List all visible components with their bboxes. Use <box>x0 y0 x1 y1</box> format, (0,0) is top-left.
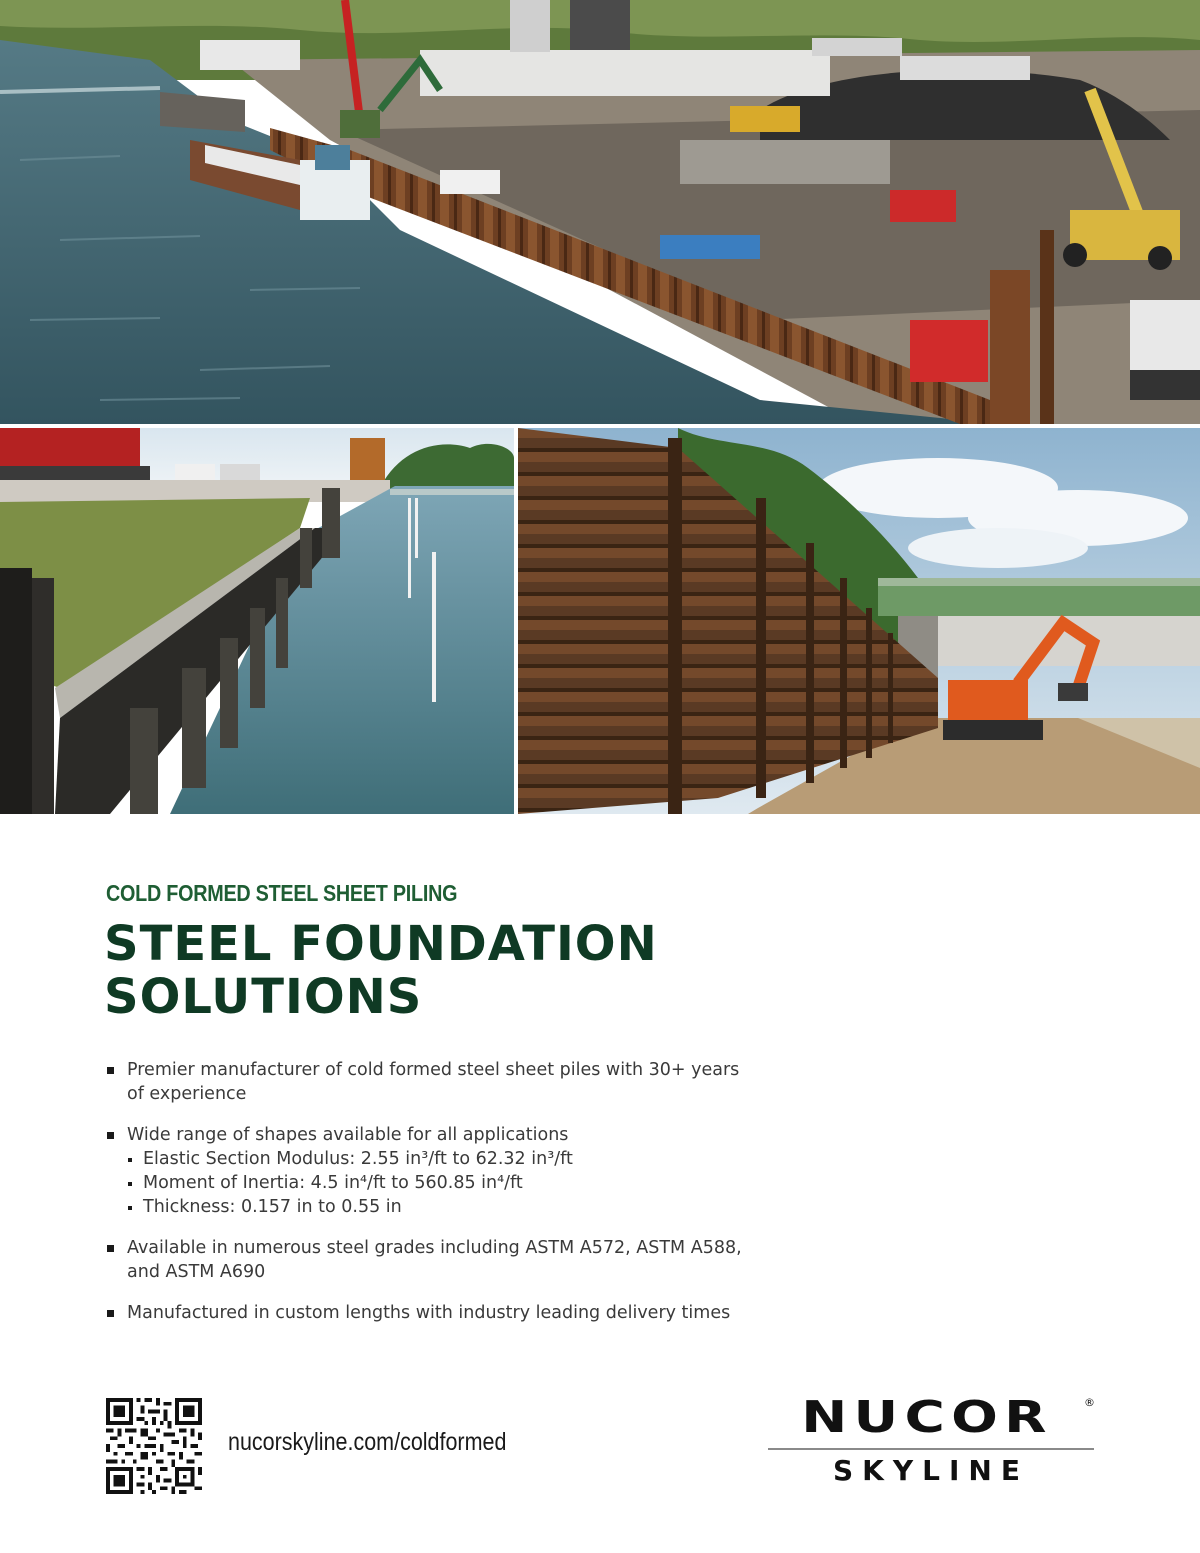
spec-item: Thickness: 0.157 in to 0.55 in <box>127 1195 746 1219</box>
qr-code-icon[interactable] <box>106 1398 202 1494</box>
spec-item: Elastic Section Modulus: 2.55 in³/ft to 62.32 in³/ft <box>127 1147 746 1171</box>
overpass-scene <box>518 428 1200 814</box>
spec-list <box>127 1147 746 1219</box>
feature-item <box>106 1301 746 1325</box>
logo-subtitle: SKYLINE <box>833 1454 1029 1487</box>
feature-text: Manufactured in custom lengths with industry leading delivery times <box>127 1303 731 1323</box>
headline <box>104 918 658 1024</box>
photo-wall-overpass-excavator <box>518 428 1200 814</box>
headline-line-1: STEEL FOUNDATION <box>104 916 658 972</box>
logo-wordmark: NUCOR <box>801 1392 1053 1443</box>
riverfront-scene <box>0 0 1200 424</box>
logo-divider <box>768 1448 1094 1450</box>
feature-list <box>106 1058 746 1342</box>
feature-item <box>106 1236 746 1284</box>
photo-seawall-canal <box>0 428 514 814</box>
feature-text: Premier manufacturer of cold formed steel sheet piles with 30+ years of experience <box>127 1060 740 1104</box>
feature-text: Wide range of shapes available for all applications <box>127 1125 569 1145</box>
eyebrow-label: COLD FORMED STEEL SHEET PILING <box>106 880 458 906</box>
feature-item <box>106 1123 746 1219</box>
photo-riverfront-sheet-pile-wall <box>0 0 1200 424</box>
nucor-skyline-logo <box>768 1392 1096 1502</box>
feature-item <box>106 1058 746 1106</box>
feature-text: Available in numerous steel grades including ASTM A572, ASTM A588, and ASTM A690 <box>127 1238 742 1282</box>
spec-item: Moment of Inertia: 4.5 in⁴/ft to 560.85 in⁴/ft <box>127 1171 746 1195</box>
headline-line-2: SOLUTIONS <box>104 969 423 1025</box>
website-link[interactable]: nucorskyline.com/coldformed <box>228 1428 507 1456</box>
registered-mark: ® <box>1084 1396 1095 1409</box>
seawall-scene <box>0 428 514 814</box>
